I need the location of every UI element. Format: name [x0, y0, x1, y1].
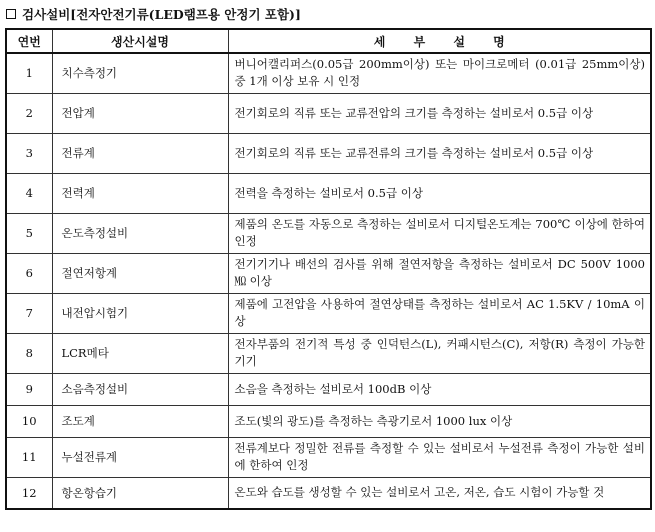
checkbox-square-icon	[6, 9, 16, 19]
facility-description: 전력을 측정하는 설비로서 0.5급 이상	[228, 173, 651, 213]
column-header-no: 연번	[6, 29, 52, 53]
facility-description: 전기기기나 배선의 검사를 위해 절연저항을 측정하는 설비로서 DC 500V 1000㏁ 이상	[228, 253, 651, 293]
facility-description: 소음을 측정하는 설비로서 100dB 이상	[228, 373, 651, 405]
row-number: 8	[6, 333, 52, 373]
row-number: 3	[6, 133, 52, 173]
row-number: 7	[6, 293, 52, 333]
row-number: 6	[6, 253, 52, 293]
facility-description: 제품에 고전압을 사용하여 절연상태를 측정하는 설비로서 AC 1.5KV / 10mA 이상	[228, 293, 651, 333]
table-row	[6, 53, 651, 93]
table-row	[6, 437, 651, 477]
facility-name: 온도측정설비	[52, 213, 228, 253]
equipment-table	[5, 28, 652, 510]
facility-name: 절연저항계	[52, 253, 228, 293]
table-row	[6, 293, 651, 333]
column-header-desc: 세 부 설 명	[228, 29, 651, 53]
row-number: 12	[6, 477, 52, 509]
row-number: 1	[6, 53, 52, 93]
facility-name: 조도계	[52, 405, 228, 437]
row-number: 9	[6, 373, 52, 405]
table-row	[6, 373, 651, 405]
facility-description: 온도와 습도를 생성할 수 있는 설비로서 고온, 저온, 습도 시험이 가능할 것	[228, 477, 651, 509]
facility-name: 전력계	[52, 173, 228, 213]
table-row	[6, 93, 651, 133]
facility-description: 조도(빛의 광도)를 측정하는 측광기로서 1000 lux 이상	[228, 405, 651, 437]
header-row	[6, 29, 651, 53]
row-number: 10	[6, 405, 52, 437]
column-header-name: 생산시설명	[52, 29, 228, 53]
table-row	[6, 133, 651, 173]
section-heading	[6, 5, 301, 23]
row-number: 11	[6, 437, 52, 477]
facility-description: 버니어캘리퍼스(0.05급 200mm이상) 또는 마이크로메터 (0.01급 25mm이상) 중 1개 이상 보유 시 인정	[228, 53, 651, 93]
facility-name: 치수측정기	[52, 53, 228, 93]
facility-name: 누설전류계	[52, 437, 228, 477]
table-row	[6, 253, 651, 293]
facility-description: 제품의 온도를 자동으로 측정하는 설비로서 디지털온도계는 700℃ 이상에 한하여 인정	[228, 213, 651, 253]
row-number: 4	[6, 173, 52, 213]
table-row	[6, 173, 651, 213]
facility-description: 전류계보다 정밀한 전류를 측정할 수 있는 설비로서 누설전류 측정이 가능한 설비에 한하여 인정	[228, 437, 651, 477]
table-row	[6, 333, 651, 373]
table-row	[6, 213, 651, 253]
table-row	[6, 405, 651, 437]
facility-name: 내전압시험기	[52, 293, 228, 333]
table-row	[6, 477, 651, 509]
row-number: 5	[6, 213, 52, 253]
facility-name: 전류계	[52, 133, 228, 173]
row-number: 2	[6, 93, 52, 133]
facility-description: 전기회로의 직류 또는 교류전류의 크기를 측정하는 설비로서 0.5급 이상	[228, 133, 651, 173]
facility-description: 전기회로의 직류 또는 교류전압의 크기를 측정하는 설비로서 0.5급 이상	[228, 93, 651, 133]
facility-name: 소음측정설비	[52, 373, 228, 405]
facility-name: LCR메타	[52, 333, 228, 373]
facility-name: 항온항습기	[52, 477, 228, 509]
facility-description: 전자부품의 전기적 특성 중 인덕턴스(L), 커패시턴스(C), 저항(R) 측정이 가능한 기기	[228, 333, 651, 373]
heading-text: 검사설비[전자안전기류(LED램프용 안정기 포함)]	[22, 7, 301, 22]
facility-name: 전압계	[52, 93, 228, 133]
